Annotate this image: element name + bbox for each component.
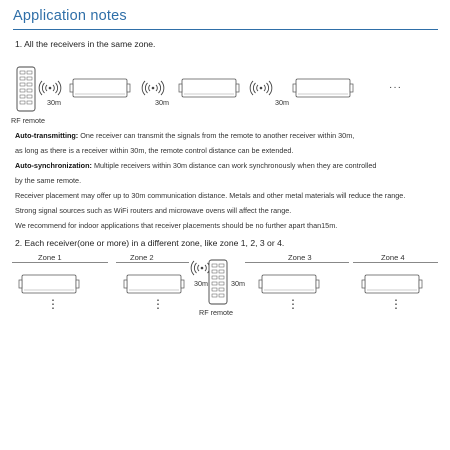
note-term: Auto-transmitting: (15, 131, 79, 140)
distance-label: 30m (231, 279, 245, 288)
more-receivers-ellipsis: ⋮ (152, 297, 164, 311)
zone-label: Zone 2 (130, 253, 154, 262)
note-recommendation: We recommend for indoor applications that receiver placements should be no further apart than15m. (15, 221, 338, 230)
receiver-icon (259, 275, 319, 293)
note-term: Auto-synchronization: (15, 161, 92, 170)
distance-label: 30m (155, 98, 169, 107)
note-placement: Receiver placement may offer up to 30m communication distance. Metals and other metal materials will reduce the range. (15, 191, 406, 200)
remote-label: RF remote (11, 116, 45, 125)
signal-waves-icon (250, 81, 272, 95)
distance-label: 30m (194, 279, 208, 288)
signal-waves-icon (39, 81, 61, 95)
zone-label: Zone 1 (38, 253, 62, 262)
note-text: One receiver can transmit the signals from the remote to another receiver within 30m, (78, 131, 355, 140)
receiver-icon (179, 79, 239, 97)
receiver-icon (293, 79, 353, 97)
section1-heading: 1. All the receivers in the same zone. (15, 39, 156, 49)
distance-label: 30m (275, 98, 289, 107)
page-title: Application notes (13, 8, 127, 24)
note-auto-sync-cont: by the same remote. (15, 176, 82, 185)
distance-label: 30m (47, 98, 61, 107)
rf-remote-icon (209, 260, 227, 304)
receiver-icon (70, 79, 130, 97)
note-interference: Strong signal sources such as WiFi routers and microwave ovens will affect the range. (15, 206, 292, 215)
more-receivers-ellipsis: ⋮ (287, 297, 299, 311)
note-text: Multiple receivers within 30m distance can work synchronously when they are controlled (91, 161, 377, 170)
more-receivers-ellipsis: ⋮ (390, 297, 402, 311)
receiver-icon (362, 275, 422, 293)
rf-remote-icon (17, 67, 35, 111)
note-auto-transmitting-cont: as long as there is a receiver within 30m, the remote control distance can be extended. (15, 146, 294, 155)
zone-label: Zone 4 (381, 253, 405, 262)
zone-label: Zone 3 (288, 253, 312, 262)
more-receivers-ellipsis: ⋮ (47, 297, 59, 311)
more-receivers-ellipsis: ··· (389, 82, 402, 93)
receiver-icon (124, 275, 184, 293)
receiver-icon (19, 275, 79, 293)
section2-heading: 2. Each receiver(one or more) in a different zone, like zone 1, 2, 3 or 4. (15, 238, 285, 248)
signal-waves-icon (142, 81, 164, 95)
note-auto-sync (15, 161, 376, 170)
remote-label: RF remote (199, 308, 233, 317)
note-auto-transmitting (15, 131, 354, 140)
